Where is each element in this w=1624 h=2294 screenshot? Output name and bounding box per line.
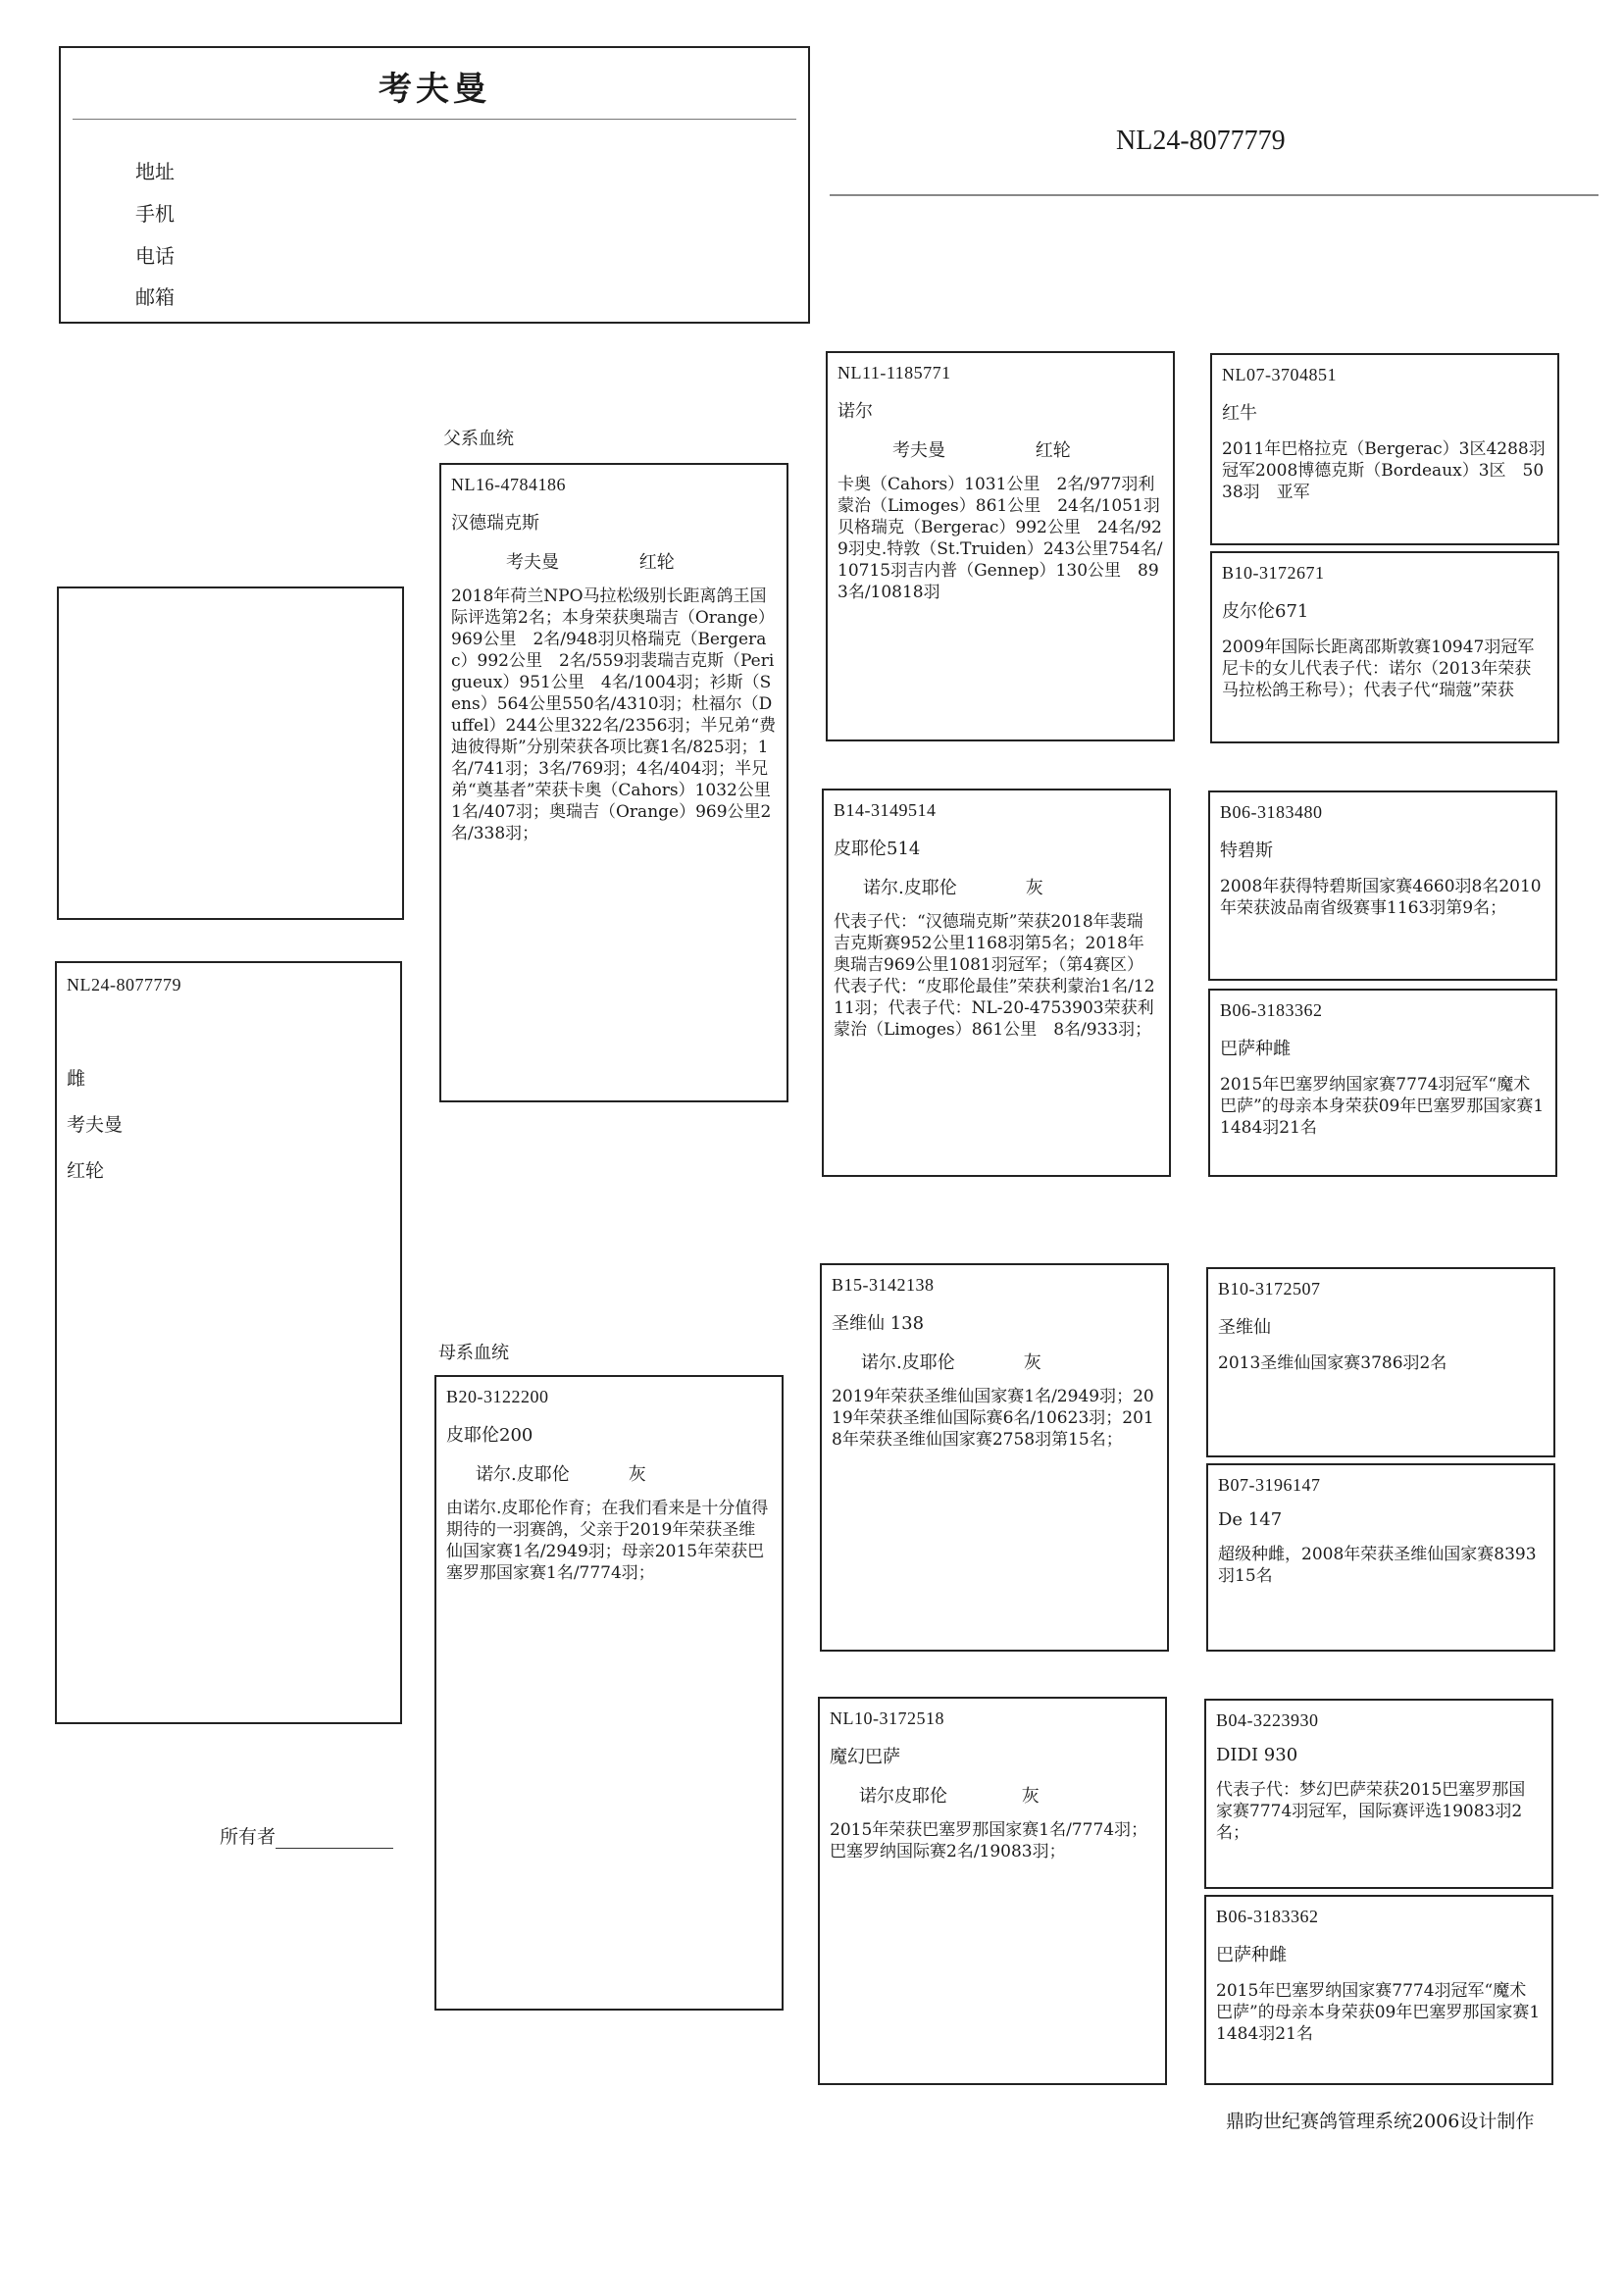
ggp-5-name: 圣维仙 [1218, 1317, 1271, 1338]
grandparent-dam-sire-box [820, 1263, 1169, 1652]
gp-sd-description: 代表子代：“汉德瑞克斯”荣获2018年裴瑞吉克斯赛952公里1168羽第5名；2018年奥瑞吉969公里1081羽冠军；（第4赛区）代表子代：“皮耶伦最佳”荣获利蒙治1名/1211羽；代表子代：NL-20-4753903荣获利蒙治（Limoges）861公里 8名/933羽； [834, 912, 1155, 1040]
dam-ring: B20-3122200 [446, 1387, 549, 1406]
gp-ds-ring: B15-3142138 [832, 1275, 935, 1295]
dam-breeder: 诺尔.皮耶伦 [476, 1464, 570, 1485]
ggp-5-description: 2013圣维仙国家赛3786羽2名 [1218, 1353, 1447, 1373]
gp-ss-name: 诺尔 [837, 401, 873, 422]
grandparent-dam-dam-box [818, 1697, 1167, 2085]
ggp-4-name: 巴萨种雌 [1220, 1039, 1291, 1059]
ggp-3-description: 2008年获得特碧斯国家赛4660羽8名2010年荣获波品南省级赛事1163羽第9名； [1220, 877, 1542, 918]
owner-signature [220, 1822, 393, 1849]
subject-ring: NL24-8077779 [67, 975, 181, 994]
sire-name: 汉德瑞克斯 [451, 513, 539, 534]
field-phone-label: 电话 [135, 244, 175, 268]
subject-breeder: 考夫曼 [67, 1114, 124, 1136]
subject-color: 红轮 [67, 1160, 105, 1182]
gp-dd-ring: NL10-3172518 [830, 1708, 944, 1728]
gp-dd-name: 魔幻巴萨 [830, 1747, 900, 1767]
gp-ds-color: 灰 [1023, 1352, 1041, 1373]
dam-description: 由诺尔.皮耶伦作育；在我们看来是十分值得期待的一羽赛鸽，父亲于2019年荣获圣维仙国家赛1名/2949羽；母亲2015年荣获巴塞罗那国家赛1名/7774羽； [446, 1499, 769, 1583]
gp-ds-name: 圣维仙 138 [832, 1313, 925, 1334]
ggp-5-ring: B10-3172507 [1218, 1279, 1321, 1299]
gp-ss-description: 卡奥（Cahors）1031公里 2名/977羽利蒙治（Limoges）861公里 24名/1051羽贝格瑞克（Bergerac）992公里 24名/929羽史.特敦（St.Truiden）243公里754名/10715羽吉内普（Gennep）130公里 893名/10818羽 [837, 475, 1163, 602]
sire-line-heading: 父系血统 [443, 429, 514, 449]
ggp-1-description: 2011年巴格拉克（Bergerac）3区4288羽冠军2008博德克斯（Bordeaux）3区 5038羽 亚军 [1222, 439, 1546, 502]
gp-sd-color: 灰 [1025, 878, 1043, 898]
gp-dd-breeder: 诺尔皮耶伦 [859, 1786, 947, 1807]
ggp-3-ring: B06-3183480 [1220, 802, 1323, 822]
ggp-6-name: De 147 [1218, 1509, 1283, 1530]
ggp-7-name: DIDI 930 [1216, 1745, 1298, 1765]
gp-ss-ring: NL11-1185771 [837, 363, 951, 382]
owner-title: 考夫曼 [379, 70, 490, 109]
ggp-box-3 [1208, 790, 1557, 981]
sire-description: 2018年荷兰NPO马拉松级别长距离鸽王国际评选第2名；本身荣获奥瑞吉（Orange）969公里 2名/948羽贝格瑞克（Bergerac）992公里 2名/559羽裴瑞吉克斯（Perigueux）951公里 4名/1004羽；衫斯（Sens）564公里550名/4310羽；杜福尔（Duffel）244公里322名/2356羽；半兄弟“费迪彼得斯”分别荣获各项比赛1名/825羽；1名/741羽；3名/769羽；4名/404羽；半兄弟“奠基者”荣获卡奥（Cahors）1032公里1名/407羽；奥瑞吉（Orange）969公里2名/338羽； [451, 586, 777, 843]
photo-frame [57, 586, 404, 920]
dam-box [434, 1375, 784, 2011]
gp-ss-breeder: 考夫曼 [892, 440, 945, 461]
field-address-label: 地址 [135, 160, 175, 183]
gp-dd-meta [830, 1782, 1155, 1808]
ggp-4-description: 2015年巴塞罗纳国家赛7774羽冠军“魔术巴萨”的母亲本身荣获09年巴塞罗那国家赛11484羽21名 [1220, 1075, 1545, 1138]
gp-ss-meta [837, 436, 1163, 462]
gp-sd-breeder: 诺尔.皮耶伦 [863, 878, 957, 898]
ggp-box-1 [1210, 353, 1559, 545]
gp-ds-breeder: 诺尔.皮耶伦 [861, 1352, 955, 1373]
ggp-2-name: 皮尔伦671 [1222, 601, 1309, 622]
gp-sd-meta [834, 874, 1159, 899]
field-mobile-label: 手机 [135, 202, 175, 226]
sire-ring: NL16-4784186 [451, 475, 566, 494]
gp-ds-description: 2019年荣获圣维仙国家赛1名/2949羽；2019年荣获圣维仙国际赛6名/10623羽；2018年荣获圣维仙国家赛2758羽第15名； [832, 1387, 1154, 1450]
ggp-box-5 [1206, 1267, 1555, 1457]
gp-dd-color: 灰 [1021, 1786, 1040, 1807]
ggp-6-ring: B07-3196147 [1218, 1475, 1321, 1495]
ggp-2-description: 2009年国际长距离邵斯敦赛10947羽冠军尼卡的女儿代表子代：诺尔（2013年荣获马拉松鸽王称号）；代表子代“瑞蔻”荣获 [1222, 637, 1535, 700]
ggp-2-ring: B10-3172671 [1222, 563, 1325, 583]
owner-info-box [59, 46, 810, 324]
sire-box [439, 463, 788, 1102]
ggp-8-ring: B06-3183362 [1216, 1907, 1319, 1926]
subject-box [55, 961, 402, 1724]
footer-credit: 鼎昀世纪赛鸽管理系统2006设计制作 [1226, 2111, 1535, 2132]
grandparent-sire-sire-box [826, 351, 1175, 741]
grandparent-sire-dam-box [822, 789, 1171, 1177]
ggp-box-6 [1206, 1463, 1555, 1652]
header-ring-number: NL24-8077779 [1116, 126, 1286, 156]
field-email-label: 邮箱 [135, 285, 175, 309]
owner-title-rule [73, 119, 796, 120]
ggp-4-ring: B06-3183362 [1220, 1000, 1323, 1020]
ggp-box-7 [1204, 1699, 1553, 1889]
gp-sd-ring: B14-3149514 [834, 800, 937, 820]
dam-meta [446, 1460, 772, 1486]
ggp-8-description: 2015年巴塞罗纳国家赛7774羽冠军“魔术巴萨”的母亲本身荣获09年巴塞罗那国家赛11484羽21名 [1216, 1981, 1541, 2044]
gp-ss-color: 红轮 [1035, 440, 1071, 461]
ggp-6-description: 超级种雌，2008年荣获圣维仙国家赛8393羽15名 [1218, 1545, 1537, 1586]
ggp-1-ring: NL07-3704851 [1222, 365, 1337, 384]
ggp-8-name: 巴萨种雌 [1216, 1945, 1287, 1965]
ggp-box-8 [1204, 1895, 1553, 2085]
gp-dd-description: 2015年荣获巴塞罗那国家赛1名/7774羽；巴塞罗纳国际赛2名/19083羽； [830, 1820, 1148, 1861]
owner-signature-label: 所有者 [220, 1826, 277, 1848]
ggp-3-name: 特碧斯 [1220, 841, 1273, 861]
sire-breeder: 考夫曼 [506, 552, 559, 573]
gp-ds-meta [832, 1349, 1157, 1374]
ggp-1-name: 红牛 [1222, 403, 1257, 424]
dam-name: 皮耶伦200 [446, 1425, 533, 1446]
subject-sex: 雌 [67, 1068, 86, 1090]
dam-line-heading: 母系血统 [438, 1343, 509, 1363]
header-ring-rule [830, 194, 1599, 196]
sire-color: 红轮 [638, 552, 675, 573]
sire-meta [451, 548, 777, 574]
gp-sd-name: 皮耶伦514 [834, 839, 921, 859]
ggp-7-description: 代表子代：梦幻巴萨荣获2015巴塞罗那国家赛7774羽冠军，国际赛评选19083羽2名； [1216, 1780, 1526, 1843]
ggp-box-4 [1208, 989, 1557, 1177]
dam-color: 灰 [628, 1464, 646, 1485]
ggp-7-ring: B04-3223930 [1216, 1710, 1319, 1730]
owner-signature-line [276, 1830, 393, 1849]
ggp-box-2 [1210, 551, 1559, 743]
